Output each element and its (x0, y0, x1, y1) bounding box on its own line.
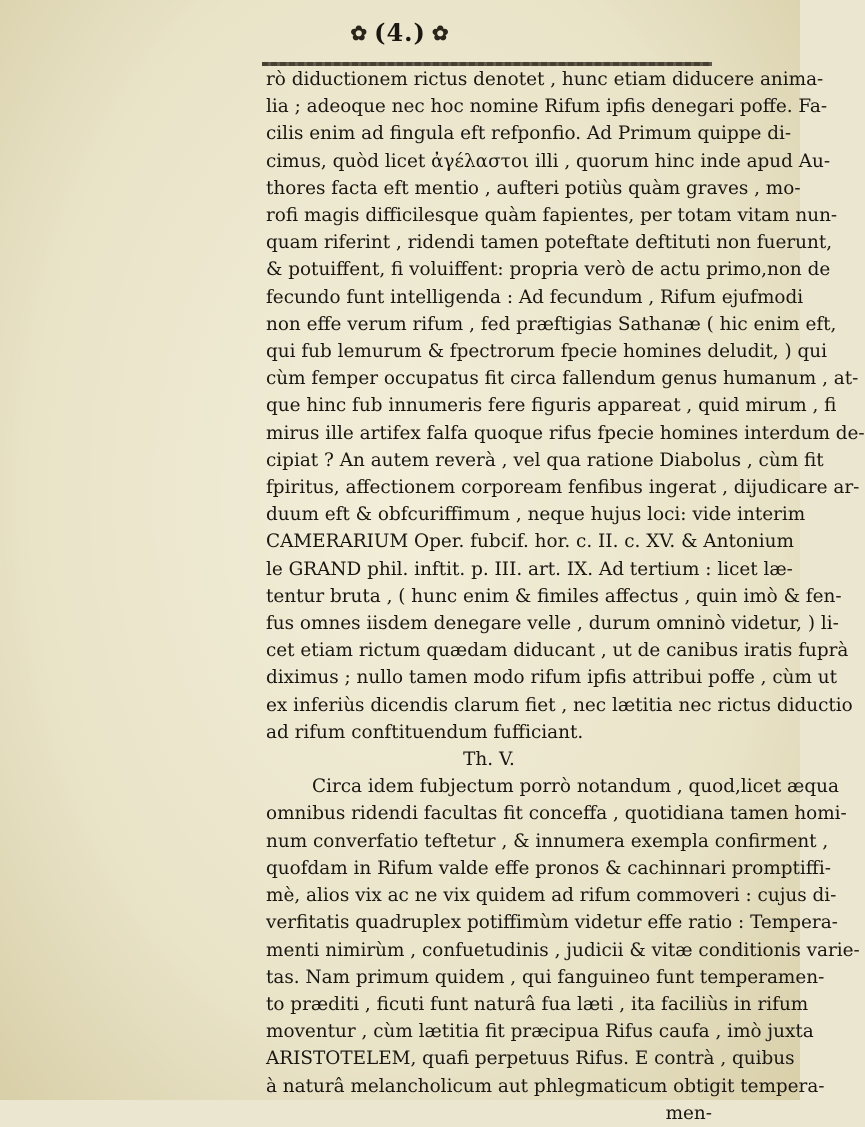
flower-ornament-icon: ✿ (431, 20, 450, 45)
page-number (350, 18, 449, 47)
text-line: cet etiam rictum quædam diducant , ut de canibus iratis fuprà (266, 640, 849, 662)
text-line: menti nimirùm , confuetudinis , judicii & vitæ conditionis varie- (266, 939, 860, 961)
text-line: mè, alios vix ac ne vix quidem ad rifum commoveri : cujus di- (266, 885, 837, 907)
text-line: thores facta eft mentio , aufteri potiùs quàm graves , mo- (266, 177, 801, 199)
text-line: omnibus ridendi facultas fit conceffa , quotidiana tamen homi- (266, 803, 847, 825)
text-line: CAMERARIUM Oper. fubcif. hor. c. II. c. XV. & Antonium (266, 531, 794, 553)
text-line: lia ; adeoque nec hoc nomine Rifum ipfis denegari poffe. Fa- (266, 96, 828, 118)
text-line: & potuiffent, fi voluiffent: propria verò de actu primo,non de (266, 259, 831, 281)
text-line: ARISTOTELEM, quafi perpetuus Rifus. E contrà , quibus (266, 1048, 795, 1070)
text-line: rò diductionem rictus denotet , hunc etiam diducere anima- (266, 69, 824, 90)
text-line: diximus ; nullo tamen modo rifum ipfis attribui poffe , cùm ut (266, 667, 838, 689)
text-line: moventur , cùm lætitia fit præcipua Rifus caufa , imò juxta (266, 1021, 814, 1043)
text-line: Circa idem fubjectum porrò notandum , quod,licet æqua (312, 776, 839, 798)
text-line: to præditi , ficuti funt naturâ fua læti , ita faciliùs in rifum (266, 993, 809, 1015)
text-line: que hinc fub innumeris fere figuris appareat , quid mirum , fi (266, 395, 837, 417)
text-line: quofdam in Rifum valde effe pronos & cachinnari promptiffi- (266, 857, 831, 879)
text-line: fecundo funt intelligenda : Ad fecundum , Rifum ejufmodi (266, 286, 804, 308)
text-line: cùm femper occupatus fit circa fallendum genus humanum , at- (266, 368, 859, 390)
text-line: rofi magis difficilesque quàm fapientes, per totam vitam nun- (266, 205, 838, 227)
flower-ornament-icon: ✿ (350, 20, 369, 45)
text-line: cilis enim ad fingula eft refponfio. Ad Primum quippe di- (266, 123, 792, 145)
text-line: mirus ille artifex falfa quoque rifus fpecie homines interdum de- (266, 422, 865, 444)
text-line: tentur bruta , ( hunc enim & fimiles affectus , quin imò & fen- (266, 585, 842, 607)
text-line: fus omnes iisdem denegare velle , durum omninò videtur, ) li- (266, 613, 839, 635)
text-line: verfitatis quadruplex potiffimùm videtur effe ratio : Tempera- (266, 912, 838, 934)
text-line: ad rifum conftituendum fufficiant. (266, 721, 584, 743)
folio-label: (4.) (374, 18, 426, 47)
catchword: men- (665, 1102, 712, 1124)
text-line: num converfatio teftetur , & innumera exempla confirment , (266, 830, 829, 852)
text-line: qui fub lemurum & fpectrorum fpecie homines deludit, ) qui (266, 341, 827, 363)
text-line: à naturâ melancholicum aut phlegmaticum obtigit tempera- (266, 1075, 825, 1097)
running-header (0, 18, 800, 47)
text-line: duum eft & obfcuriffimum , neque hujus loci: vide interim (266, 504, 806, 526)
text-line: ex inferiùs dicendis clarum fiet , nec lætitia nec rictus diductio (266, 694, 853, 716)
text-line: fpiritus, affectionem corpoream fenfibus ingerat , dijudicare ar- (266, 477, 860, 499)
text-block (266, 66, 865, 1127)
text-line: cimus, quòd licet ἀγέλαστοι illi , quorum hinc inde apud Au- (266, 150, 831, 172)
text-line: cipiat ? An autem reverà , vel qua ratione Diabolus , cùm fit (266, 449, 824, 471)
section-heading: Th. V. (463, 749, 515, 771)
text-line: non effe verum rifum , fed præftigias Sathanæ ( hic enim eft, (266, 313, 837, 335)
text-line: le GRAND phil. inftit. p. III. art. IX. Ad tertium : licet læ- (266, 558, 793, 580)
text-line: tas. Nam primum quidem , qui fanguineo funt temperamen- (266, 966, 825, 988)
text-line: quam riferint , ridendi tamen poteftate deftituti non fuerunt, (266, 232, 833, 254)
